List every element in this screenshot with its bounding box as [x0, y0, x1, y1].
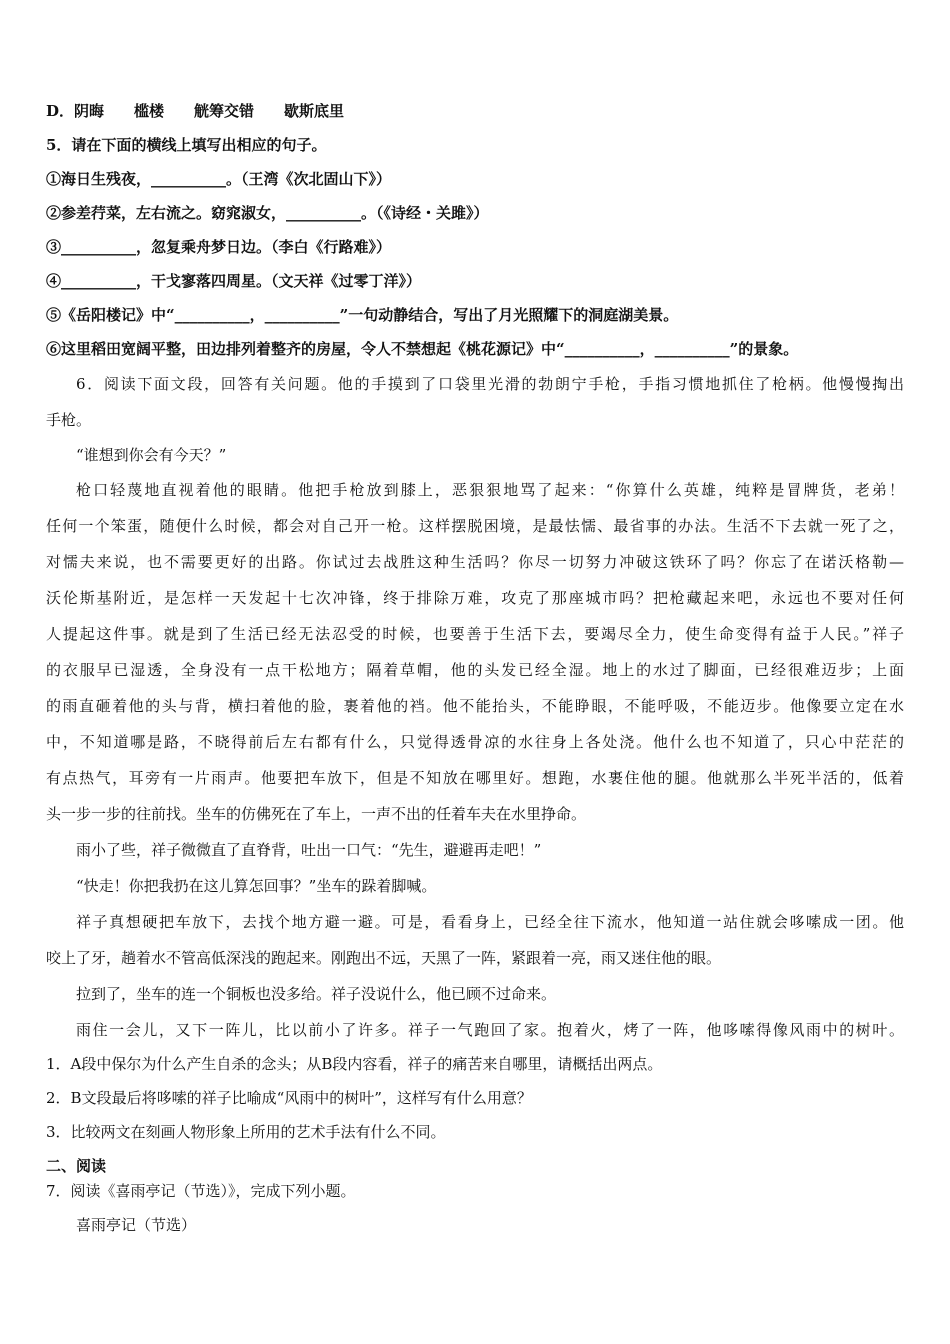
q6-line: 的衣服早已湿透，全身没有一点干松地方；隔着草帽，他的头发已经全湿。地上的水过了脚面，已经很难迈步；上面 [46, 661, 904, 679]
q6-line: 人提起这件事。就是到了生活已经无法忍受的时候，也要善于生活下去，要竭尽全力，使生命变得有益于人民。”祥子 [46, 625, 904, 643]
q6-line: “快走！你把我扔在这儿算怎回事？”坐车的跺着脚喊。 [76, 877, 437, 895]
q5-item-3: ③__________，忽复乘舟梦日边。（李白《行路难》） [46, 238, 392, 256]
q6-question-2: 2．B文段最后将哆嗦的祥子比喻成“风雨中的树叶”，这样写有什么用意？ [46, 1089, 532, 1107]
q7-prompt: 7．阅读《喜雨亭记（节选）》，完成下列小题。 [46, 1182, 356, 1200]
passage-title: 喜雨亭记（节选） [76, 1216, 197, 1234]
section-heading: 二、阅读 [46, 1157, 107, 1175]
q4-option-d: D．阴晦 槛楼 觥筹交错 歇斯底里 [46, 102, 345, 120]
q6-line: 任何一个笨蛋，随便什么时候，都会对自己开一枪。这样摆脱困境，是最怯懦、最省事的办法。生活不下去就一死了之， [46, 517, 904, 535]
q5-prompt: 5．请在下面的横线上填写出相应的句子。 [46, 136, 327, 154]
q6-line: 雨小了些，祥子微微直了直脊背，吐出一口气：“先生，避避再走吧！” [76, 841, 542, 859]
q6-line: 头一步一步的往前找。坐车的仿佛死在了车上，一声不出的任着车夫在水里挣命。 [46, 805, 587, 823]
q5-item-5: ⑤《岳阳楼记》中“__________，__________”一句动静结合，写出了月光照耀下的洞庭湖美景。 [46, 306, 679, 324]
q6-line: 有点热气，耳旁有一片雨声。他要把车放下，但是不知放在哪里好。想跑，水裹住他的腿。他就那么半死半活的，低着 [46, 769, 904, 787]
q6-question-3: 3．比较两文在刻画人物形象上所用的艺术手法有什么不同。 [46, 1123, 446, 1141]
q5-item-2: ②参差荇菜，左右流之。窈窕淑女，__________。（《诗经・关雎》） [46, 204, 489, 222]
q5-item-4: ④__________，干戈寥落四周星。（文天祥《过零丁洋》） [46, 272, 422, 290]
q6-question-1: 1．A段中保尔为什么产生自杀的念头；从B段内容看，祥子的痛苦来自哪里，请概括出两点。 [46, 1055, 663, 1073]
q6-line: 祥子真想硬把车放下，去找个地方避一避。可是，看看身上，已经全往下流水，他知道一站住就会哆嗦成一团。他 [76, 913, 904, 931]
q6-line: 雨住一会儿，又下一阵儿，比以前小了许多。祥子一气跑回了家。抱着火，烤了一阵，他哆嗦得像风雨中的树叶。 [76, 1021, 904, 1039]
q5-item-6: ⑥这里稻田宽阔平整，田边排列着整齐的房屋，令人不禁想起《桃花源记》中“__________，__________”的景象。 [46, 340, 799, 358]
q6-line: “谁想到你会有今天？” [76, 446, 227, 464]
q6-line: 的雨直砸着他的头与背，横扫着他的脸，裹着他的裆。他不能抬头，不能睁眼，不能呼吸，不能迈步。他像要立定在水 [46, 697, 904, 715]
q6-line: 拉到了，坐车的连一个铜板也没多给。祥子没说什么，他已顾不过命来。 [76, 985, 557, 1003]
q5-item-1: ①海日生残夜，__________。（王湾《次北固山下》） [46, 170, 392, 188]
q6-line: 中，不知道哪是路，不晓得前后左右都有什么，只觉得透骨凉的水往身上各处浇。他什么也不知道了，只心中茫茫的 [46, 733, 904, 751]
q6-line: 沃伦斯基附近，是怎样一天发起十七次冲锋，终于排除万难，攻克了那座城市吗？把枪藏起来吧，永远也不要对任何 [46, 589, 904, 607]
q6-line: 咬上了牙，趟着水不管高低深浅的跑起来。刚跑出不远，天黑了一阵，紧跟着一亮，雨又迷住他的眼。 [46, 949, 722, 967]
q6-line: 对懦夫来说，也不需要更好的出路。你试过去战胜这种生活吗？你尽一切努力冲破这铁环了吗？你忘了在诺沃格勒— [46, 553, 904, 571]
q6-line: 手枪。 [46, 411, 92, 429]
q6-line: 6．阅读下面文段，回答有关问题。他的手摸到了口袋里光滑的勃朗宁手枪，手指习惯地抓住了枪柄。他慢慢掏出 [76, 375, 904, 393]
q6-line: 枪口轻蔑地直视着他的眼睛。他把手枪放到膝上，恶狠狠地骂了起来：“你算什么英雄，纯粹是冒牌货，老弟！ [76, 481, 904, 499]
